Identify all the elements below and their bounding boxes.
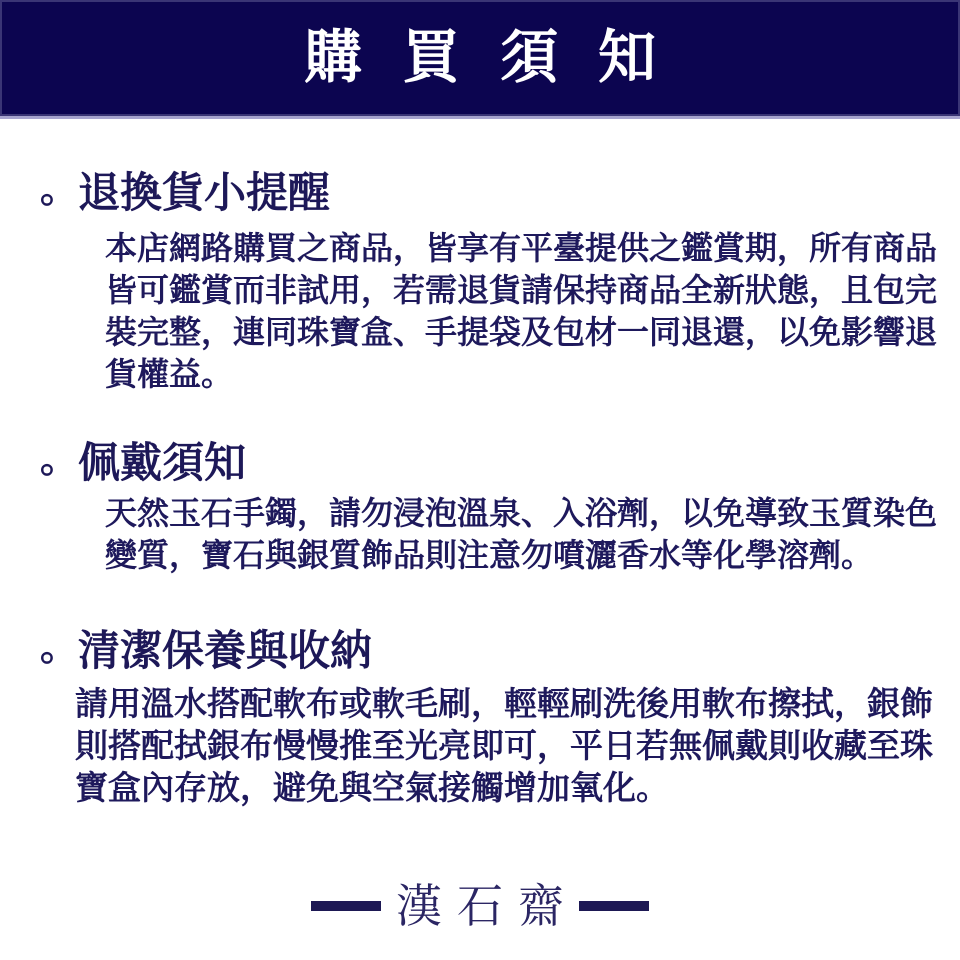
circle-bullet-icon: 。 [40,627,79,669]
body-line: 則搭配拭銀布慢慢推至光亮即可，平日若無佩戴則收藏至珠 [75,727,933,764]
brand-logo [0,878,960,934]
section-body-wearing-notice [105,492,937,576]
body-line: 裝完整，連同珠寶盒、手提袋及包材一同退還，以免影響退 [105,314,938,350]
body-line: 貨權益。 [105,356,234,392]
header-band [0,0,960,119]
body-line: 請用溫水搭配軟布或軟毛刷，輕輕刷洗後用軟布擦拭，銀飾 [75,685,933,722]
brand-name: 漢石齋 [396,879,579,933]
section-body-return-policy [105,227,937,395]
section-heading-label: 清潔保養與收納 [78,627,373,674]
body-line: 天然玉石手鐲，請勿浸泡溫泉、入浴劑，以免導致玉質染色 [105,495,938,531]
circle-bullet-icon: 。 [40,169,79,211]
logo-dash-right-icon [579,901,649,911]
section-heading-wearing-notice [40,440,246,488]
body-line: 本店網路購買之商品，皆享有平臺提供之鑑賞期，所有商品 [105,230,938,266]
section-body-care-storage [75,683,933,809]
body-line: 寶盒內存放，避免與空氣接觸增加氧化。 [75,769,669,806]
section-heading-return-policy [40,170,330,218]
section-heading-care-storage [40,628,372,676]
page-title: 購買須知 [303,25,696,90]
section-heading-label: 退換貨小提醒 [78,169,331,216]
section-heading-label: 佩戴須知 [78,439,247,486]
body-line: 皆可鑑賞而非試用，若需退貨請保持商品全新狀態，且包完 [105,272,938,308]
logo-dash-left-icon [311,901,381,911]
circle-bullet-icon: 。 [40,439,79,481]
body-line: 變質，寶石與銀質飾品則注意勿噴灑香水等化學溶劑。 [105,537,874,573]
